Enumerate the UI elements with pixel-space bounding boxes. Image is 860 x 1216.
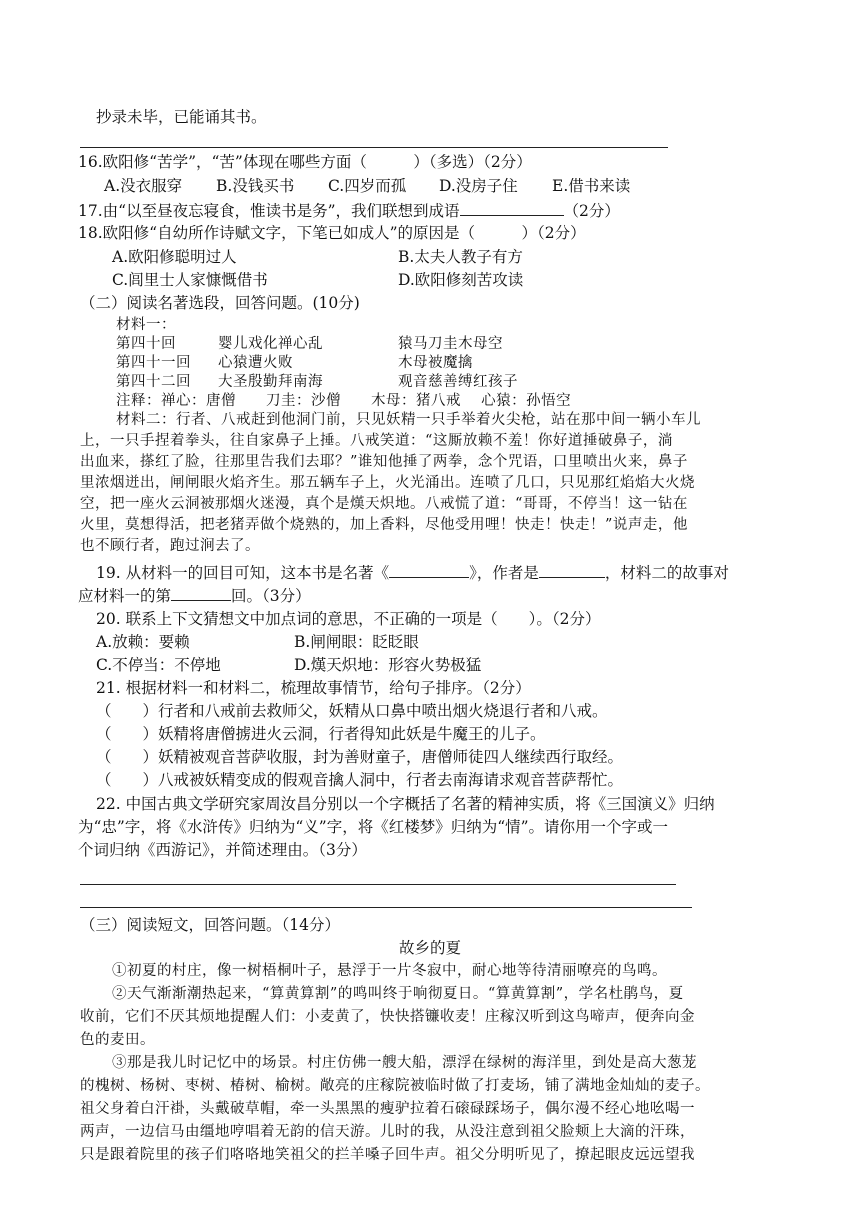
q16-option-b: B.没钱买书: [216, 177, 295, 195]
essay-paragraph-line: 两声，一边信马由缰地哼唱着无韵的信天游。儿时的我，从没注意到祖父脸颊上大滴的汗珠，: [80, 1124, 695, 1140]
q16-stem: 16.欧阳修“苦学”，“苦”体现在哪些方面（ ）（多选）（2分）: [78, 153, 532, 171]
q20-stem: 20. 联系上下文猜想文中加点词的意思，不正确的一项是（ ）。（2分）: [96, 610, 601, 628]
material2-line: 上，一只手捏着拳头，往自家鼻子上捶。八戒笑道：“这厮放赖不羞！你好道捶破鼻子，淌: [80, 433, 673, 449]
q17-stem: [78, 199, 620, 222]
q19-text-line2a: 应材料一的第: [78, 587, 172, 605]
q22-line: 个词归纳《西游记》，并简述理由。（3分）: [78, 841, 367, 859]
chapter-41-line2: 木母被魔擒: [398, 355, 473, 371]
q16-option-a: A.没衣服穿: [104, 177, 183, 195]
essay-title: 故乡的夏: [398, 939, 461, 957]
chapter-42-num: 第四十二回: [116, 374, 191, 390]
answer-line: [80, 147, 668, 148]
q18-stem: 18.欧阳修“自幼所作诗赋文字，下笔已如成人”的原因是（ ）（2分）: [78, 224, 586, 242]
chapter-41-num: 第四十一回: [116, 355, 191, 371]
q18-option-d: D.欧阳修刻苦攻读: [398, 271, 524, 289]
essay-paragraph-line: ①初夏的村庄，像一树梧桐叶子，悬浮于一片冬寂中，耐心地等待清丽嘹亮的鸟鸣。: [112, 963, 667, 979]
q21-stem: 21. 根据材料一和材料二，梳理故事情节，给句子排序。（2分）: [96, 679, 531, 697]
q22-line: 22. 中国古典文学研究家周汝昌分别以一个字概括了名著的精神实质，将《三国演义》归纳: [96, 795, 715, 813]
answer-line[interactable]: [80, 884, 676, 885]
q20-option-d: D.熯天炽地：形容火势极猛: [294, 656, 482, 674]
section3-heading: （三）阅读短文，回答问题。（14分）: [80, 916, 340, 934]
material2-line: 出血来，搽红了脸，往那里告我们去耶？”谁知他捶了两拳，念个咒语，口里喷出火来，鼻子: [80, 454, 688, 470]
q18-option-b: B.太夫人教子有方: [398, 248, 523, 266]
section2-heading: （二）阅读名著选段，回答问题。(10分): [80, 294, 360, 312]
chapter-40-line2: 猿马刀圭木母空: [398, 336, 503, 352]
answer-line[interactable]: [80, 907, 692, 908]
chapter-42-line1: 大圣殷勤拜南海: [218, 374, 323, 390]
q19-chapter-blank[interactable]: [171, 584, 231, 601]
q16-option-e: E.借书来读: [552, 177, 631, 195]
q19-text-line2b: 回。（3分）: [231, 587, 311, 605]
chapter-42-line2: 观音慈善缚红孩子: [398, 374, 518, 390]
q19-line2: [78, 584, 311, 607]
q22-line: 为“忠”字，将《水浒传》归纳为“义”字，将《红楼梦》归纳为“情”。请你用一个字或一: [78, 818, 669, 836]
q18-option-c: C.闾里士人家慷慨借书: [112, 271, 268, 289]
q20-option-b: B.闸闸眼：眨眨眼: [294, 633, 419, 651]
material1-note: 注释：禅心：唐僧 刀圭：沙僧 木母：猪八戒 心猿：孙悟空: [116, 393, 572, 409]
q19-line1: [96, 561, 729, 584]
material2-line: 里浓烟迸出，闸闸眼火焰齐生。那五辆车子上，火光涌出。连喷了几口，只见那红焰焰大火烧: [80, 475, 695, 491]
essay-paragraph-line: 的槐树、杨树、枣树、椿树、榆树。敞亮的庄稼院被临时做了打麦场，铺了满地金灿灿的麦子。: [80, 1078, 710, 1094]
chapter-40-line1: 婴儿戏化禅心乱: [218, 336, 323, 352]
chapter-40-num: 第四十回: [116, 336, 176, 352]
q19-author-blank[interactable]: [539, 561, 605, 578]
q18-option-a: A.欧阳修聪明过人: [112, 248, 237, 266]
essay-paragraph-line: 祖父身着白汗褂，头戴破草帽，牵一头黑黑的瘦驴拉着石磙碌踩场子，偶尔漫不经心地吆喝一: [80, 1101, 695, 1117]
material2-line: 火里，莫想得活，把老猪弄做个烧熟的，加上香料，尽他受用哩！快走！快走！”说声走，他: [80, 517, 688, 533]
essay-paragraph-line: ②天气渐渐潮热起来，“算黄算割”的鸣叫终于响彻夏日。“算黄算割”，学名杜鹃鸟，夏: [112, 986, 684, 1002]
essay-paragraph-line: 只是跟着院里的孩子们咯咯地笑祖父的拦羊嗓子回牛声。祖父分明听见了，撩起眼皮远远望我: [80, 1147, 695, 1163]
q17-points: （2分）: [563, 202, 620, 220]
q19-text-part2: 》，作者是: [469, 564, 539, 582]
q20-option-c: C.不停当：不停地: [96, 656, 221, 674]
material2-line: 也不顾行者，跑过涧去了。: [80, 538, 260, 554]
q16-option-d: D.没房子住: [439, 177, 518, 195]
q19-book-blank[interactable]: [389, 561, 469, 578]
essay-paragraph-line: 收前，它们不厌其烦地提醒人们：小麦黄了，快快搭镰收麦！庄稼汉听到这鸟啼声，便奔向金: [80, 1009, 695, 1025]
q20-option-a: A.放赖：要赖: [96, 633, 190, 651]
q17-text: 17.由“以至昼夜忘寝食，惟读书是务”，我们联想到成语: [78, 202, 460, 220]
q16-option-c: C.四岁而孤: [328, 177, 407, 195]
essay-paragraph-line: ③那是我儿时记忆中的场景。村庄仿佛一艘大船，漂浮在绿树的海洋里，到处是高大葱茏: [112, 1055, 697, 1071]
q19-text-part3: ，材料二的故事对: [604, 564, 729, 582]
q21-item: （ ）妖精被观音菩萨收服，封为善财童子，唐僧师徒四人继续西行取经。: [96, 748, 624, 766]
q15-answer-tail: 抄录未毕，已能诵其书。: [96, 108, 267, 126]
chapter-41-line1: 心猿遭火败: [218, 355, 293, 371]
q17-answer-blank[interactable]: [460, 199, 564, 216]
material2-line: 空，把一座火云洞被那烟火迷漫，真个是熯天炽地。八戒慌了道：“哥哥，不停当！这一钻在: [80, 496, 688, 512]
q21-item: （ ）行者和八戒前去救师父，妖精从口鼻中喷出烟火烧退行者和八戒。: [96, 702, 608, 720]
material2-line: 材料二：行者、八戒赶到他洞门前，只见妖精一只手举着火尖枪，站在那中间一辆小车儿: [116, 412, 701, 428]
material1-label: 材料一：: [116, 317, 176, 333]
essay-paragraph-line: 色的麦田。: [80, 1032, 155, 1048]
q21-item: （ ）八戒被妖精变成的假观音擒人洞中，行者去南海请求观音菩萨帮忙。: [96, 771, 624, 789]
q19-text-part1: 19. 从材料一的回目可知，这本书是名著《: [96, 564, 390, 582]
q21-item: （ ）妖精将唐僧掳进火云洞，行者得知此妖是牛魔王的儿子。: [96, 725, 546, 743]
